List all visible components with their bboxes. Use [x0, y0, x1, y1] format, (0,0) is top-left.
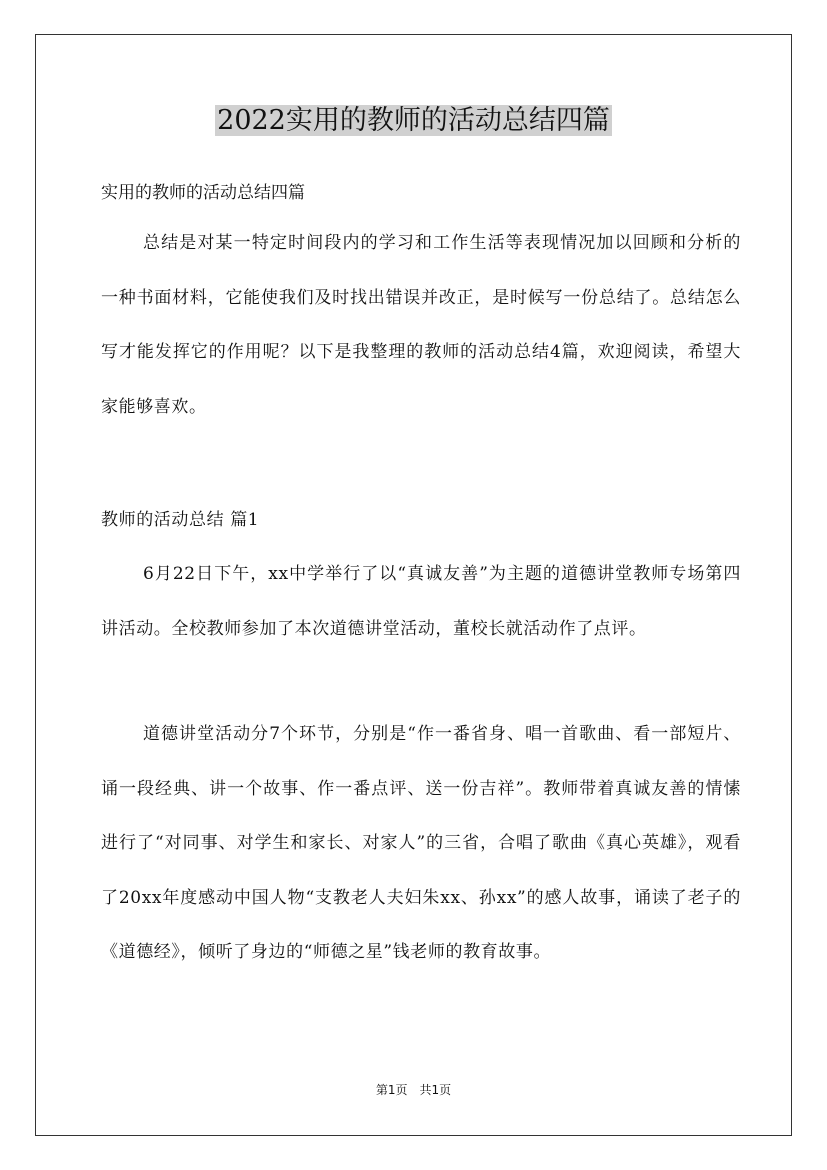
section1-paragraph-1: 6月22日下午，xx中学举行了以“真诚友善”为主题的道德讲堂教师专场第四讲活动。全校教师参加了本次道德讲堂活动，董校长就活动作了点评。 — [101, 564, 741, 639]
document-title-text: 2022实用的教师的活动总结四篇 — [217, 105, 610, 136]
section1-paragraph-2: 道德讲堂活动分7个环节，分别是“作一番省身、唱一首歌曲、看一部短片、诵一段经典、讲一个故事、作一番点评、送一份吉祥”。教师带着真诚友善的情愫进行了“对同事、对学生和家长、对家人”的三省，合唱了歌曲《真心英雄》，观看了20xx年度感动中国人物“支教老人夫妇朱xx、孙xx”的感人故事，诵读了老子的《道德经》，倾听了身边的“师德之星”钱老师的教育故事。 — [101, 724, 741, 962]
section-heading-1: 教师的活动总结 篇1 — [101, 510, 260, 530]
document-subtitle: 实用的教师的活动总结四篇 — [101, 183, 305, 203]
document-title — [0, 101, 827, 141]
intro-paragraph: 总结是对某一特定时间段内的学习和工作生活等表现情况加以回顾和分析的一种书面材料，它能使我们及时找出错误并改正，是时候写一份总结了。总结怎么写才能发挥它的作用呢？以下是我整理的教师的活动总结4篇，欢迎阅读，希望大家能够喜欢。 — [101, 233, 741, 417]
page-footer: 第1页 共1页 — [375, 1083, 452, 1097]
